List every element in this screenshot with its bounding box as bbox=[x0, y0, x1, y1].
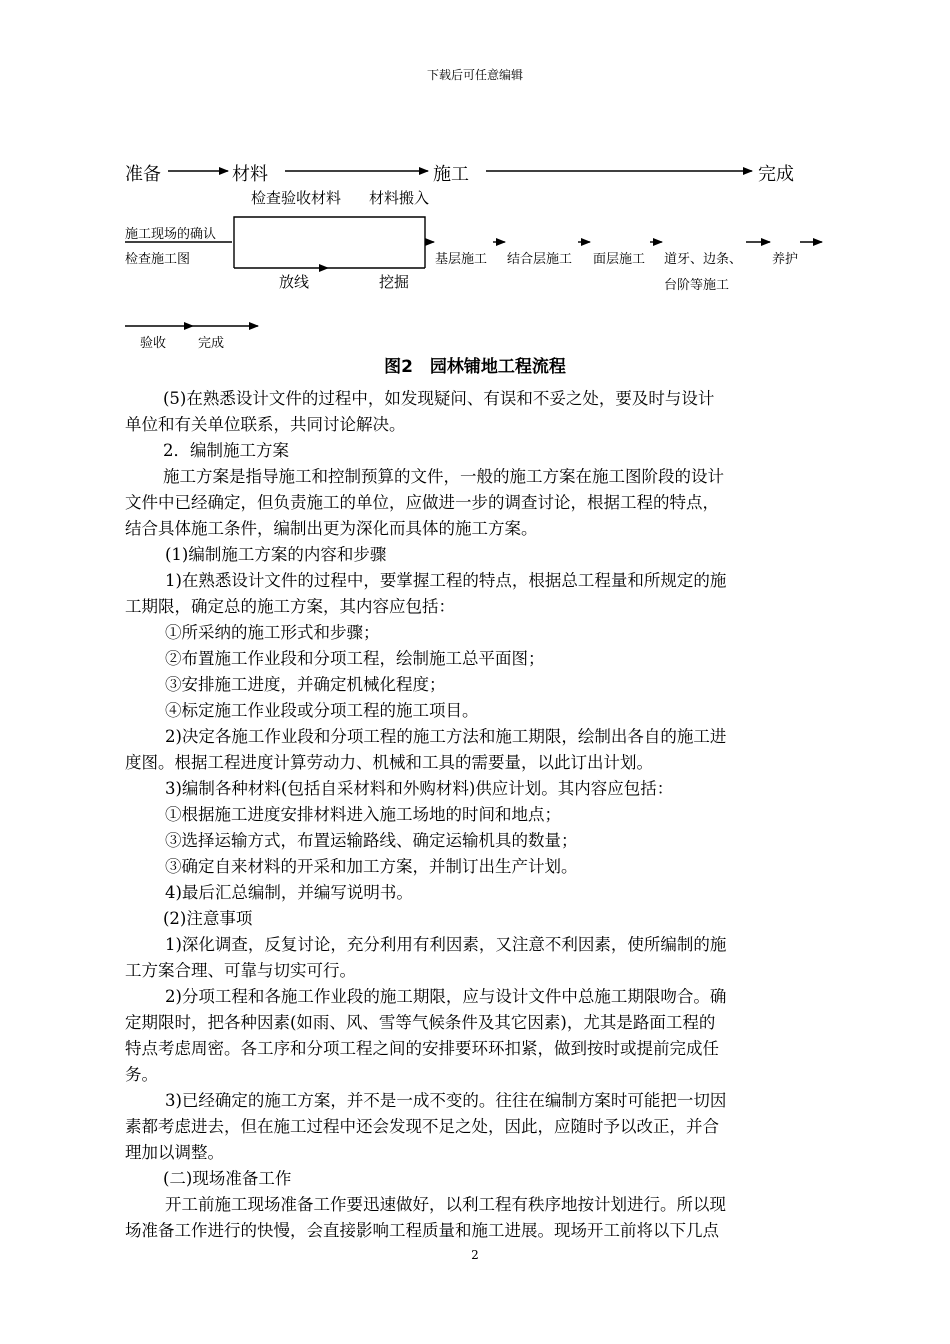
paragraph-line: 2)分项工程和各施工作业段的施工期限，应与设计文件中总施工期限吻合。确 bbox=[165, 987, 727, 1006]
branch-box bbox=[234, 217, 425, 268]
paragraph-line: 特点考虑周密。各工序和分项工程之间的安排要环环扣紧，做到按时或提前完成任 bbox=[125, 1039, 719, 1058]
start-line-1: 施工现场的确认 bbox=[125, 227, 217, 242]
step-surface: 面层施工 bbox=[593, 252, 646, 267]
paragraph-line: 开工前施工现场准备工作要迅速做好，以利工程有秩序地按计划进行。所以现 bbox=[165, 1195, 726, 1214]
list-item: ①根据施工进度安排材料进入施工场地的时间和地点； bbox=[165, 805, 561, 824]
start-line-2: 检查施工图 bbox=[125, 252, 191, 267]
paragraph-line: 1)深化调查，反复讨论，充分利用有利因素，又注意不利因素，使所编制的施 bbox=[165, 935, 727, 954]
figure-caption: 图2 园林铺地工程流程 bbox=[384, 357, 566, 377]
page-header: 下载后可任意编辑 bbox=[426, 68, 523, 82]
paragraph-line: 文件中已经确定，但负责施工的单位，应做进一步的调查讨论，根据工程的特点， bbox=[125, 493, 719, 512]
node-prep: 准备 bbox=[125, 164, 161, 185]
body-text bbox=[125, 386, 830, 1244]
paragraph-line: 结合具体施工条件，编制出更为深化而具体的施工方案。 bbox=[125, 519, 538, 538]
list-item: ③安排施工进度，并确定机械化程度； bbox=[165, 675, 446, 694]
step-care: 养护 bbox=[772, 252, 799, 267]
paragraph-line: 素都考虑进去，但在施工过程中还会发现不足之处，因此，应随时予以改正，并合 bbox=[125, 1117, 719, 1136]
node-material: 材料 bbox=[232, 164, 268, 185]
step-base: 基层施工 bbox=[435, 252, 488, 267]
page-number: 2 bbox=[471, 1248, 479, 1262]
branch-stakeout: 放线 bbox=[279, 273, 310, 291]
paragraph-line: 度图。根据工程进度计算劳动力、机械和工具的需要量，以此订出计划。 bbox=[125, 753, 653, 772]
label-check-material: 检查验收材料 bbox=[251, 189, 342, 207]
node-finish: 完成 bbox=[758, 164, 794, 185]
subsection-heading: (1)编制施工方案的内容和步骤 bbox=[165, 545, 387, 564]
branch-dig: 挖掘 bbox=[379, 273, 410, 291]
step-curb-line2: 台阶等施工 bbox=[664, 278, 730, 293]
step-bond: 结合层施工 bbox=[507, 252, 573, 267]
paragraph-line: (5)在熟悉设计文件的过程中，如发现疑问、有误和不妥之处，要及时与设计 bbox=[163, 389, 715, 408]
paragraph-line: 理加以调整。 bbox=[125, 1143, 224, 1162]
list-item: ③选择运输方式，布置运输路线、确定运输机具的数量； bbox=[165, 831, 578, 850]
node-construct: 施工 bbox=[433, 164, 469, 185]
final-accept: 验收 bbox=[140, 336, 167, 351]
paragraph-line: 工方案合理、可靠与切实可行。 bbox=[125, 961, 356, 980]
section-heading: 2．编制施工方案 bbox=[163, 441, 289, 460]
paragraph-line: 工期限，确定总的施工方案，其内容应包括： bbox=[125, 597, 455, 616]
section-heading: (二)现场准备工作 bbox=[163, 1169, 292, 1188]
paragraph-line: 1)在熟悉设计文件的过程中，要掌握工程的特点，根据总工程量和所规定的施 bbox=[165, 571, 727, 590]
paragraph-line: 施工方案是指导施工和控制预算的文件，一般的施工方案在施工图阶段的设计 bbox=[163, 467, 724, 486]
list-item: ①所采纳的施工形式和步骤； bbox=[165, 623, 380, 642]
list-item: ③确定自来材料的开采和加工方案，并制订出生产计划。 bbox=[165, 857, 578, 876]
final-done: 完成 bbox=[198, 336, 225, 351]
paragraph-line: 2)决定各施工作业段和分项工程的施工方法和施工期限，绘制出各自的施工进 bbox=[165, 727, 727, 746]
step-curb: 道牙、边条、 bbox=[664, 252, 743, 267]
list-item: ④标定施工作业段或分项工程的施工项目。 bbox=[165, 701, 479, 720]
subsection-heading: (2)注意事项 bbox=[163, 909, 253, 928]
paragraph-line: 3)已经确定的施工方案，并不是一成不变的。往往在编制方案时可能把一切因 bbox=[165, 1091, 727, 1110]
paragraph-line: 定期限时，把各种因素(如雨、风、雪等气候条件及其它因素)，尤其是路面工程的 bbox=[125, 1013, 716, 1032]
paragraph-line: 务。 bbox=[125, 1065, 158, 1084]
list-item: ②布置施工作业段和分项工程，绘制施工总平面图； bbox=[165, 649, 545, 668]
label-move-material: 材料搬入 bbox=[369, 189, 430, 207]
paragraph-line: 4)最后汇总编制，并编写说明书。 bbox=[165, 883, 413, 902]
paragraph-line: 场准备工作进行的快慢，会直接影响工程质量和施工进展。现场开工前将以下几点 bbox=[125, 1221, 719, 1240]
paragraph-line: 单位和有关单位联系，共同讨论解决。 bbox=[125, 415, 406, 434]
paragraph-line: 3)编制各种材料(包括自采材料和外购材料)供应计划。其内容应包括： bbox=[165, 779, 674, 798]
